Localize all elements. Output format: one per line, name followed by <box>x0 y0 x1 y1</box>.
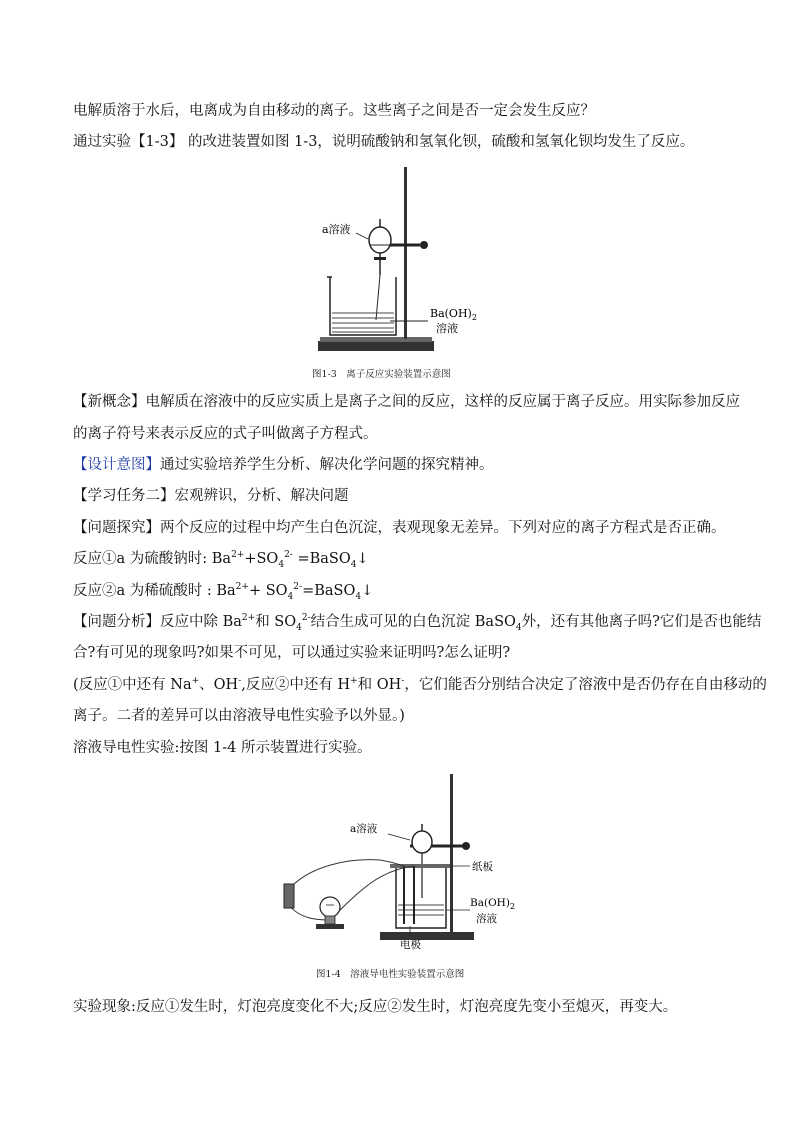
stand-rod <box>450 774 453 932</box>
stand-base <box>380 932 474 940</box>
learning-task-2: 【学习任务二】宏观辨识，分析、解决问题 <box>73 488 349 504</box>
label-a-solution: a溶液 <box>350 823 378 835</box>
figure-1-4-caption: 图1-4 溶液导电性实验装置示意图 <box>316 969 465 980</box>
paragraph-intro: 电解质溶于水后，电离成为自由移动的离子。这些离子之间是否一定会发生反应？ <box>73 103 595 119</box>
label-electrode: 电极 <box>400 939 421 950</box>
clamp-screw <box>462 842 470 850</box>
concept-line-2: 的离子符号来表示反应的式子叫做离子方程式。 <box>73 426 378 442</box>
problem-analysis-line-1: 【问题分析】反应中除 $Ba^{2+}$和 $SO_4^{2-}$结合生成可见的白色沉淀 BaSO$_4$外，还有其他离子吗?它们是否也能结 <box>73 613 762 633</box>
battery <box>284 884 294 908</box>
liquid <box>332 313 394 332</box>
label-solution: 溶液 <box>436 322 458 335</box>
design-intent: 【设计意图】通过实验培养学生分析、解决化学问题的探究精神。 <box>73 457 494 473</box>
parenthetical-line-1: (反应①中还有 Na+、OH-,反应②中还有 H+和 OH-，它们能否分别结合决定了溶液中是否仍存在自由移动的 <box>73 676 767 693</box>
conductivity-intro: 溶液导电性实验:按图 1-4 所示装置进行实验。 <box>73 740 372 756</box>
problem-analysis-line-2: 合?有可见的现象吗?如果不可见，可以通过实验来证明吗?怎么证明? <box>73 645 511 661</box>
separatory-funnel <box>369 227 391 253</box>
parenthetical-line-2: 离子。二者的差异可以由溶液导电性实验予以外显。) <box>73 708 405 724</box>
label-baoh2: $Ba(OH)_2$ <box>470 897 516 911</box>
label-solution: 溶液 <box>476 913 497 925</box>
separatory-funnel <box>412 831 432 853</box>
label-paper-board: 纸板 <box>472 861 493 873</box>
label-a-solution: a溶液 <box>322 223 351 236</box>
stand-base-top <box>320 337 432 342</box>
reaction-2-equation: 反应②a 为稀硫酸时 : $Ba^{2+}+$ $SO_4^{2-}=BaSO_4↓$ <box>73 582 374 602</box>
light-bulb <box>320 897 340 917</box>
figure-1-4 <box>280 770 520 950</box>
stand-base <box>318 341 434 351</box>
wire <box>288 866 414 920</box>
figure-1-3-caption: 图1-3 离子反应实验装置示意图 <box>312 369 451 380</box>
wire <box>288 860 404 890</box>
label-baoh2: $Ba(OH)_2$ <box>430 307 477 322</box>
reaction-1-equation: 反应①a 为硫酸钠时: $Ba^{2+}+SO_4^{2-}$ =BaSO$_4$↓ <box>73 550 369 570</box>
concept-line-1: 【新概念】电解质在溶液中的反应实质上是离子之间的反应，这样的反应属于离子反应。用实际参加反应 <box>73 394 740 410</box>
stand-rod <box>404 167 407 339</box>
figure-1-3 <box>300 165 500 365</box>
paragraph-experiment: 通过实验【1-3】 的改进装置如图 1-3，说明硫酸钠和氢氧化钡，硫酸和氢氧化钡均发生了反应。 <box>73 134 695 150</box>
clamp-screw <box>420 241 428 249</box>
beaker <box>330 277 396 335</box>
experiment-phenomenon: 实验现象:反应①发生时，灯泡亮度变化不大;反应②发生时，灯泡亮度先变小至熄灭，再变大。 <box>73 999 678 1015</box>
problem-explore: 【问题探究】两个反应的过程中均产生白色沉淀，表观现象无差异。下列对应的离子方程式是否正确。 <box>73 520 726 536</box>
